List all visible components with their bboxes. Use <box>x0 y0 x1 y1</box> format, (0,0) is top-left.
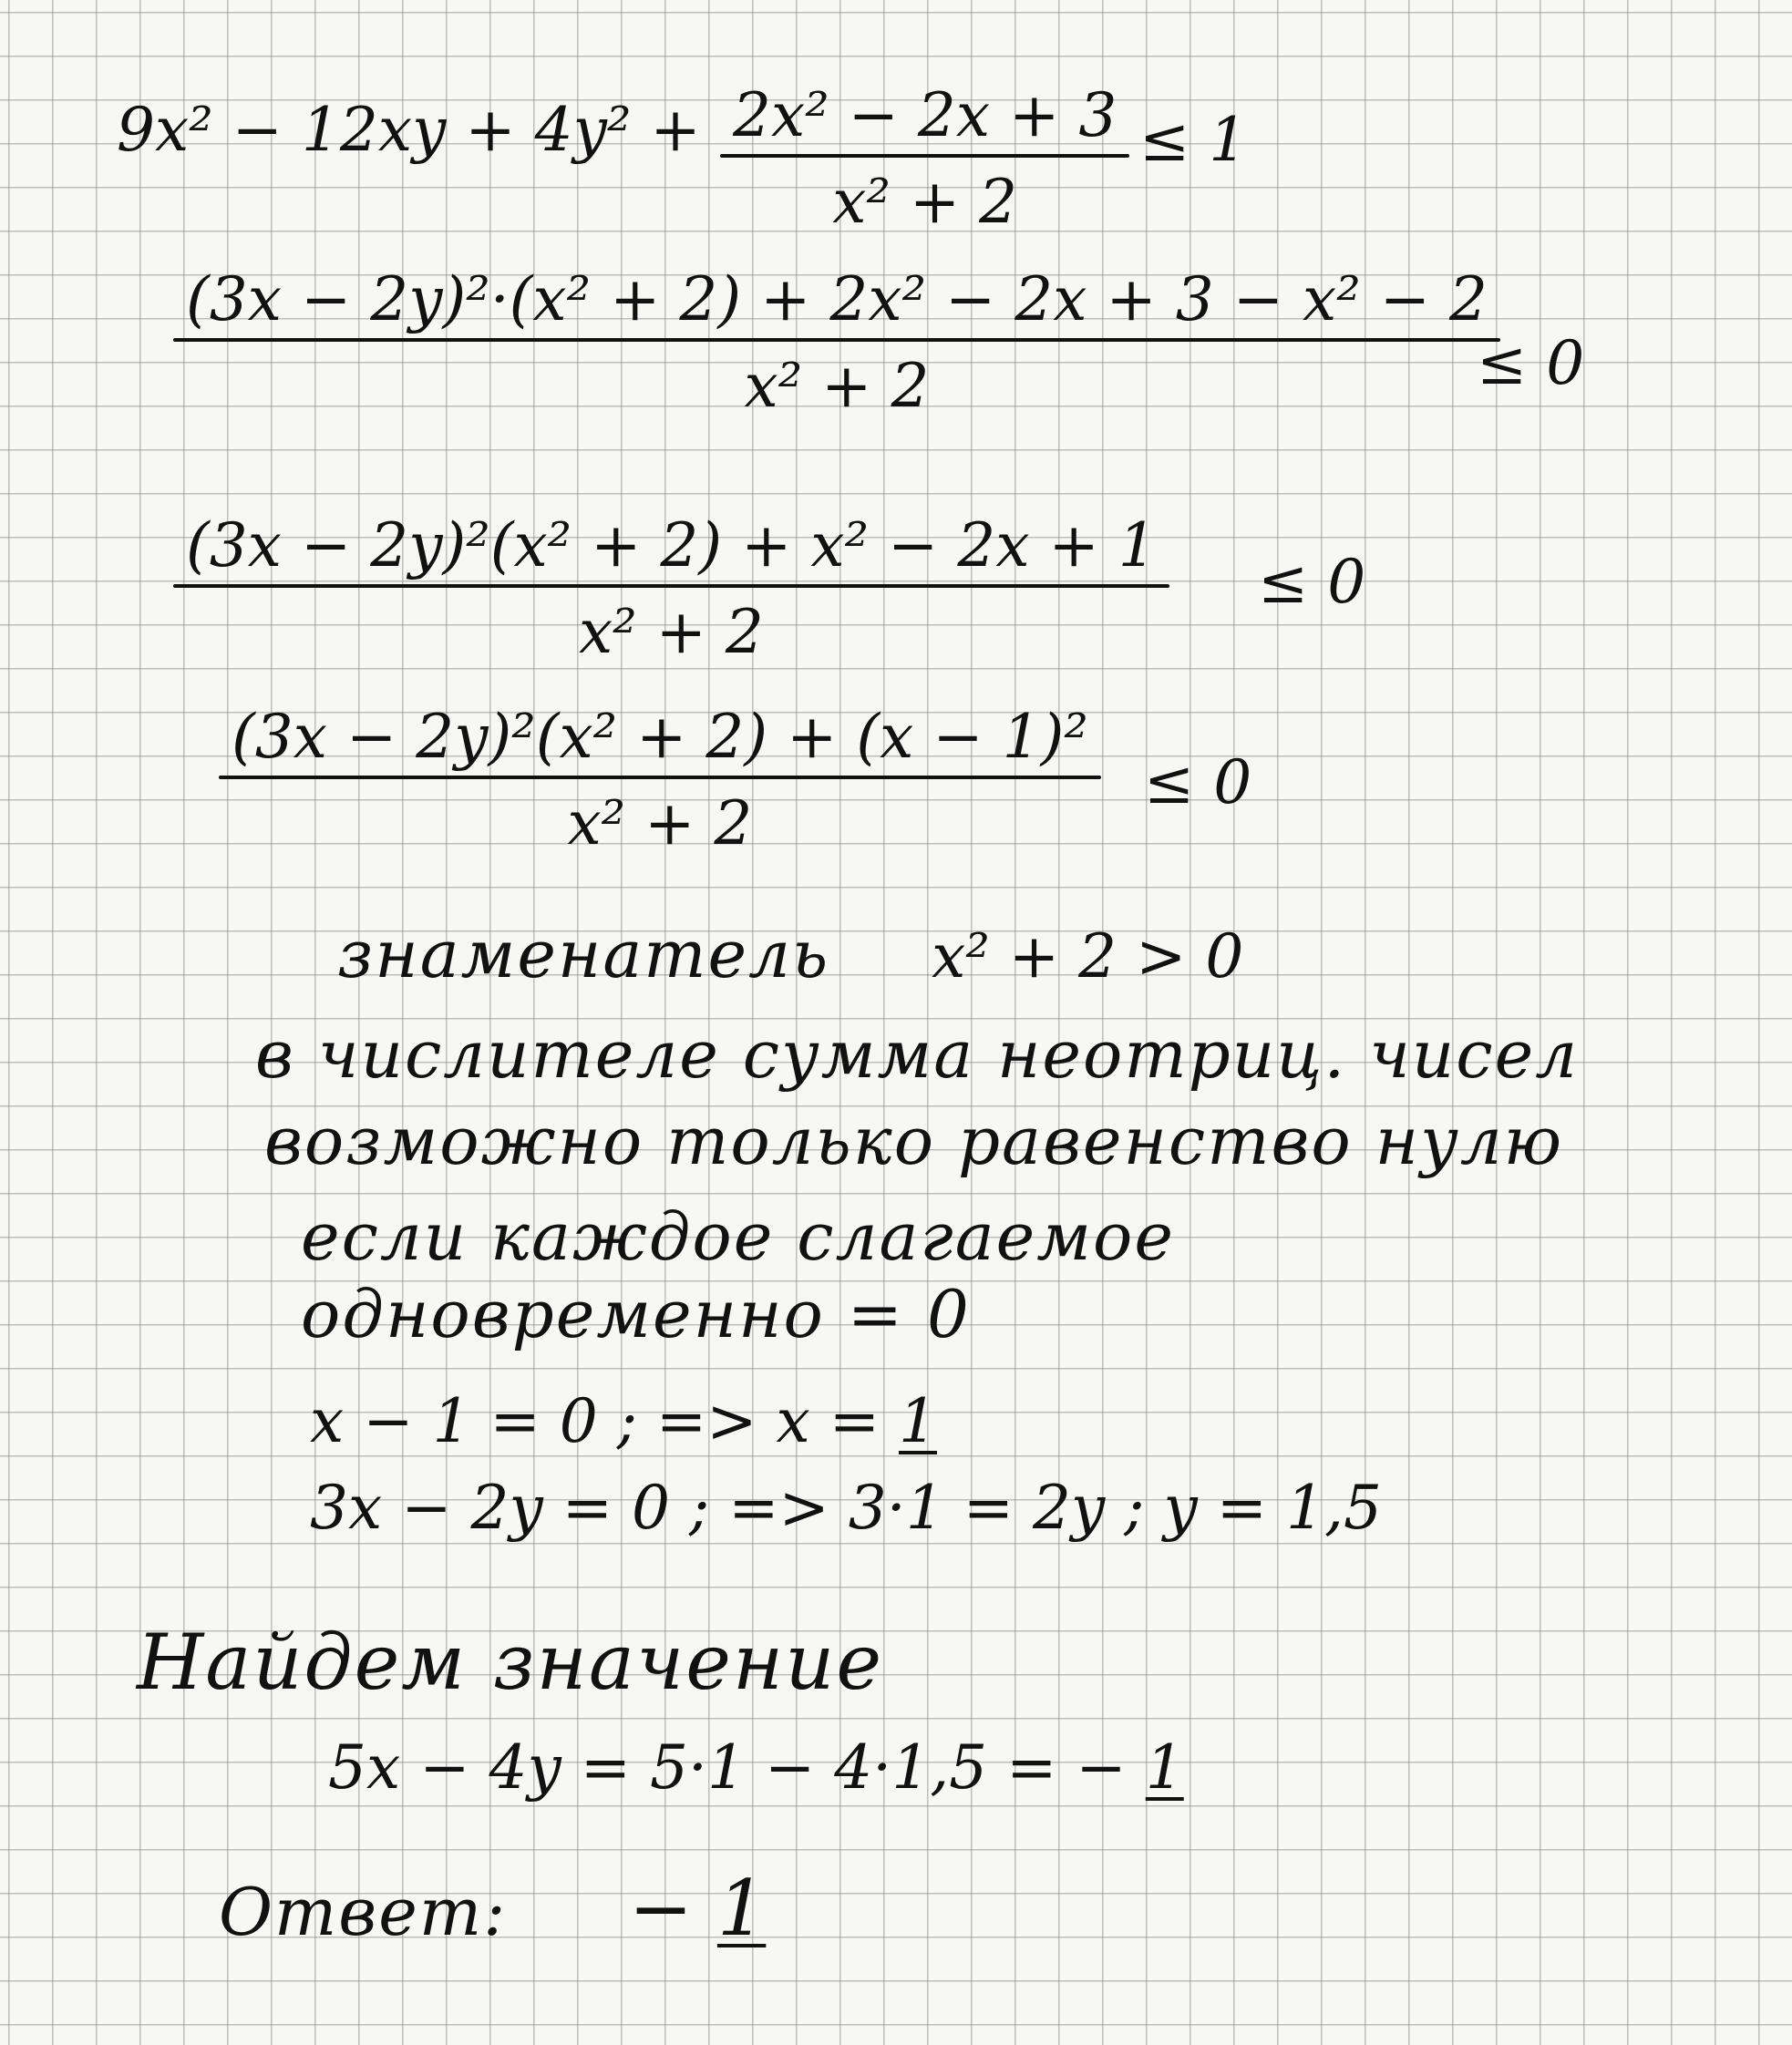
denominator-word: знаменатель <box>337 916 830 992</box>
fraction-line-3 <box>173 510 1169 667</box>
each-term-note: если каждое слагаемое <box>301 1198 1175 1275</box>
fraction-line-1 <box>720 80 1129 237</box>
answer-label: Ответ: <box>219 1874 508 1950</box>
equation-y: 3x − 2y = 0 ; => 3·1 = 2y ; y = 1,5 <box>310 1473 1382 1543</box>
x-result: 1 <box>898 1386 937 1456</box>
equality-note: возможно только равенство нулю <box>264 1103 1564 1179</box>
fraction-numerator: (3x − 2y)²·(x² + 2) + 2x² − 2x + 3 − x² − 2 <box>186 264 1488 334</box>
fraction-line-2 <box>173 264 1500 421</box>
line4-relation: ≤ 0 <box>1144 747 1252 817</box>
fraction-denominator: x² + 2 <box>744 351 930 421</box>
equation-line-1 <box>117 95 701 165</box>
denominator-positive: x² + 2 > 0 <box>932 921 1244 992</box>
fraction-denominator: x² + 2 <box>832 167 1018 237</box>
fraction-denominator: x² + 2 <box>578 597 764 667</box>
fraction-numerator: (3x − 2y)²(x² + 2) + (x − 1)² <box>232 702 1088 772</box>
answer-line <box>219 1864 767 1953</box>
answer-value: 1 <box>716 1864 767 1953</box>
fraction-numerator: (3x − 2y)²(x² + 2) + x² − 2x + 1 <box>186 510 1157 581</box>
line3-relation: ≤ 0 <box>1258 547 1366 617</box>
equation-x-left: x − 1 = 0 ; => x = <box>310 1386 899 1456</box>
fraction-numerator: 2x² − 2x + 3 <box>733 80 1117 150</box>
line2-relation: ≤ 0 <box>1477 328 1585 398</box>
find-value-heading: Найдем значение <box>137 1618 884 1707</box>
simultaneous-note: одновременно = 0 <box>301 1276 971 1352</box>
line1-relation: ≤ 1 <box>1139 105 1248 175</box>
fraction-denominator: x² + 2 <box>567 788 753 858</box>
fraction-line-4 <box>219 702 1101 858</box>
denominator-note <box>337 916 1244 992</box>
line1-left-expression: 9x² − 12xy + 4y² + <box>117 95 701 165</box>
answer-minus: − <box>628 1864 717 1953</box>
numerator-note: в числителе сумма неотриц. чисел <box>255 1016 1580 1093</box>
expression-value <box>328 1732 1184 1803</box>
expression-result: 1 <box>1145 1732 1184 1803</box>
equation-x <box>310 1386 937 1456</box>
expression-value-left: 5x − 4y = 5·1 − 4·1,5 = − <box>328 1732 1146 1803</box>
